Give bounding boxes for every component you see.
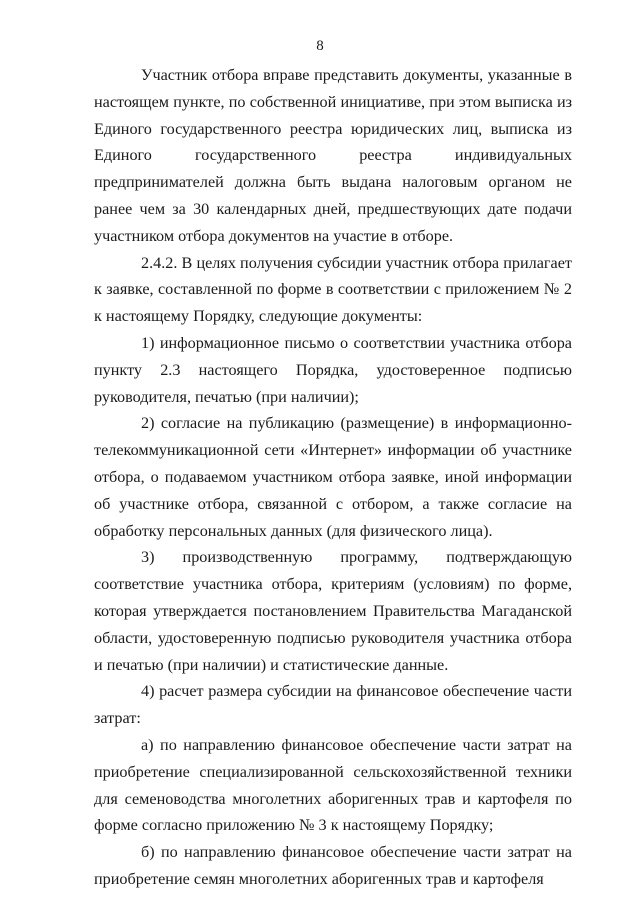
list-item-3: 3) производственную программу, подтверждающую соответствие участника отбора, критериям (условиям) по форме, которая утверждается постановлением Правительства Магаданской области, удостоверенную подписью руководителя участника отбора и печатью (при наличии) и статистические данные. [94, 548, 572, 674]
document-body [94, 62, 572, 893]
list-item-4a: а) по направлению финансовое обеспечение части затрат на приобретение специализированной сельскохозяйственной техники для семеноводства многолетних аборигенных трав и картофеля по форме согласно приложению № 3 к настоящему Порядку; [94, 735, 572, 835]
paragraph-documents-initiative: Участник отбора вправе представить документы, указанные в настоящем пункте, по собственной инициативе, при этом выписка из Единого государственного реестра юридических лиц, выписка из Единого государственного реестра индивидуальных предпринимателей должна быть выдана налоговым органом не ранее чем за 30 календарных дней, предшествующих дате подачи участником отбора документов на участие в отборе. [94, 66, 572, 245]
paragraph-2-4-2: 2.4.2. В целях получения субсидии участник отбора прилагает к заявке, составленной по форме в соответствии с приложением № 2 к настоящему Порядку, следующие документы: [94, 253, 572, 326]
list-item-4b: б) по направлению финансовое обеспечение части затрат на приобретение семян многолетних аборигенных трав и картофеля [94, 843, 572, 888]
list-item-2: 2) согласие на публикацию (размещение) в информационно-телекоммуникационной сети «Интернет» информации об участнике отбора, о подаваемом участником отбора заявке, иной информации об участнике отбора, связанной с отбором, а также согласие на обработку персональных данных (для физического лица). [94, 414, 572, 540]
list-item-4: 4) расчет размера субсидии на финансовое обеспечение части затрат: [94, 682, 572, 728]
page-number: 8 [316, 38, 324, 54]
list-item-1: 1) информационное письмо о соответствии участника отбора пункту 2.3 настоящего Порядка, удостоверенное подписью руководителя, печатью (при наличии); [94, 333, 572, 406]
